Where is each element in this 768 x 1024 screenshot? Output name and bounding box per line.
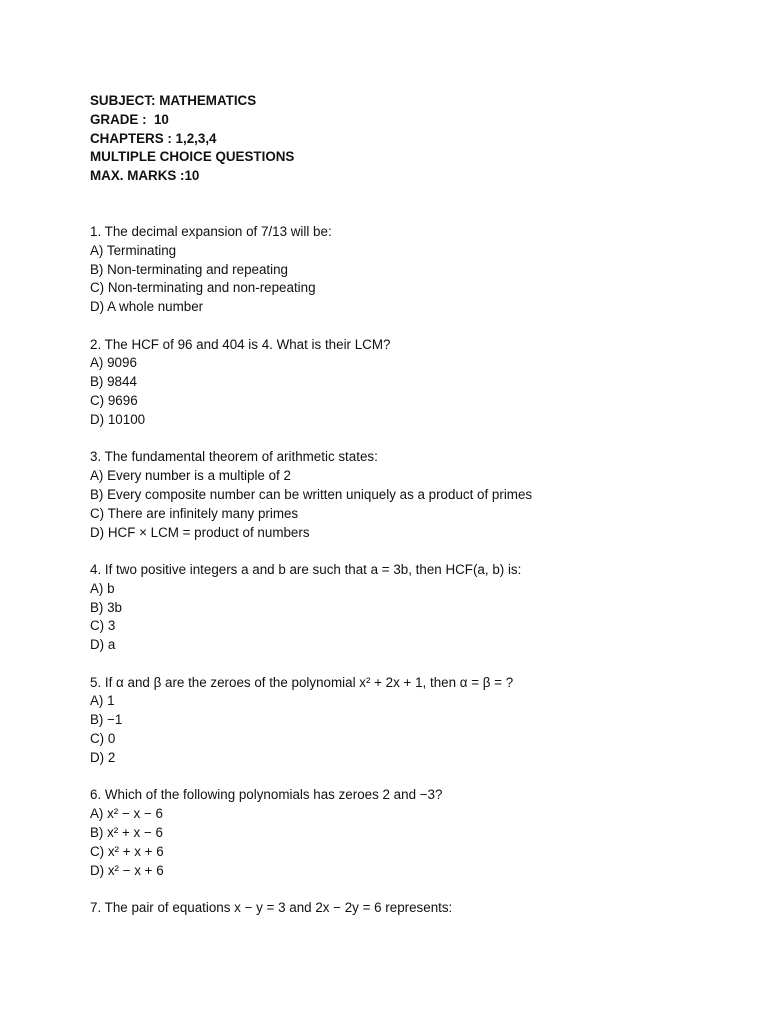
question-1 (90, 223, 730, 317)
option-d: D) 10100 (90, 411, 146, 427)
option-c: C) There are infinitely many primes (90, 505, 299, 521)
option-c: C) Non-terminating and non-repeating (90, 280, 316, 296)
option-a: A) x² − x − 6 (90, 806, 163, 822)
question-text: 4. If two positive integers a and b are such that a = 3b, then HCF(a, b) is: (90, 562, 522, 577)
question-7 (90, 899, 730, 918)
option-c: C) x² + x + 6 (90, 843, 164, 859)
option-c: C) 3 (90, 618, 116, 634)
question-6 (90, 786, 730, 880)
max-marks-line: MAX. MARKS :10 (90, 168, 200, 184)
question-text: 7. The pair of equations x − y = 3 and 2x − 2y = 6 represents: (90, 900, 453, 916)
chapters-line: CHAPTERS : 1,2,3,4 (90, 130, 217, 146)
option-b: B) 3b (90, 599, 123, 615)
document-header (90, 92, 730, 186)
option-b: B) 9844 (90, 374, 137, 390)
option-a: A) b (90, 580, 115, 596)
option-b: B) Every composite number can be written uniquely as a product of primes (90, 486, 533, 502)
option-b: B) Non-terminating and repeating (90, 261, 288, 277)
option-b: B) x² + x − 6 (90, 824, 163, 840)
option-a: A) 9096 (90, 355, 137, 371)
question-list (90, 223, 730, 918)
document-page (90, 92, 730, 937)
option-d: D) a (90, 637, 116, 653)
question-type-line: MULTIPLE CHOICE QUESTIONS (90, 149, 295, 165)
option-c: C) 0 (90, 731, 116, 747)
question-3 (90, 448, 730, 542)
question-text: 3. The fundamental theorem of arithmetic states: (90, 449, 378, 465)
question-text: 5. If α and β are the zeroes of the polynomial x² + 2x + 1, then α = β = ? (90, 674, 514, 690)
question-text: 1. The decimal expansion of 7/13 will be: (90, 223, 332, 239)
option-d: D) x² − x + 6 (90, 862, 164, 878)
option-d: D) A whole number (90, 299, 204, 315)
option-b: B) −1 (90, 712, 123, 728)
question-text: 6. Which of the following polynomials has zeroes 2 and −3? (90, 787, 443, 803)
option-a: A) Every number is a multiple of 2 (90, 468, 291, 484)
question-text: 2. The HCF of 96 and 404 is 4. What is their LCM? (90, 336, 391, 352)
option-d: D) 2 (90, 749, 116, 765)
subject-line: SUBJECT: MATHEMATICS (90, 93, 257, 108)
question-4 (90, 561, 730, 655)
grade-line: GRADE : 10 (90, 111, 169, 127)
question-5 (90, 674, 730, 768)
question-2 (90, 336, 730, 430)
option-d: D) HCF × LCM = product of numbers (90, 524, 310, 540)
option-a: A) Terminating (90, 242, 177, 258)
option-a: A) 1 (90, 693, 115, 709)
option-c: C) 9696 (90, 393, 138, 409)
